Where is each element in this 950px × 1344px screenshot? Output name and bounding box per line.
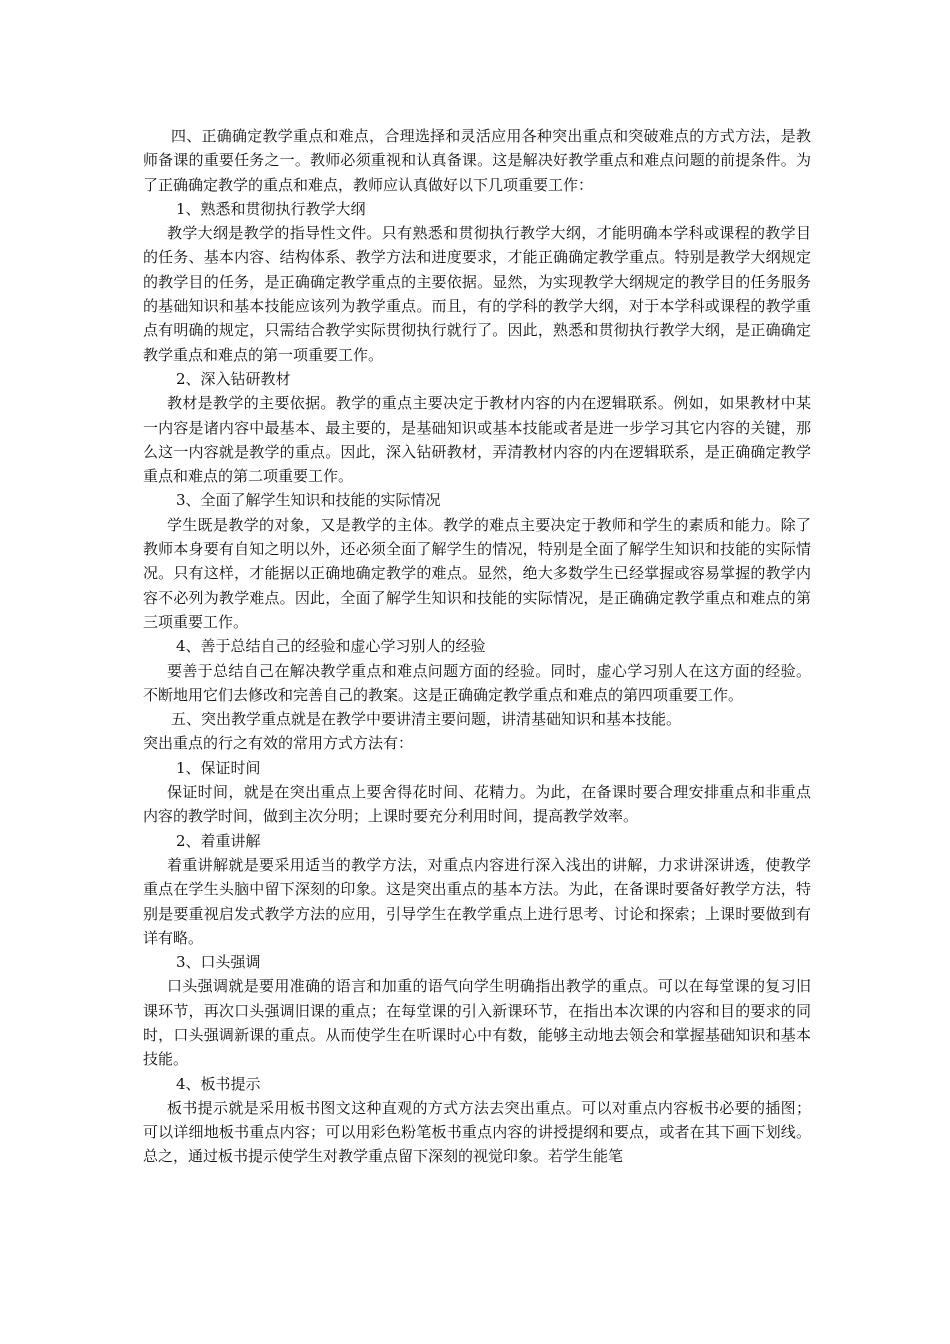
paragraph-5-1: 保证时间，就是在突出重点上要舍得花时间、花精力。为此，在备课时要合理安排重点和非重点内容的教学时间，做到主次分明；上课时要充分利用时间，提高教学效率。 <box>143 783 811 826</box>
paragraph-5-3: 口头强调就是要用准确的语言和加重的语气向学生明确指出教学的重点。可以在每堂课的复习旧课环节，再次口头强调旧课的重点；在每堂课的引入新课环节，在指出本次课的内容和目的要求的同时，口头强调新课的重点。从而使学生在听课时心中有数，能够主动地去领会和掌握基础知识和基本技能。 <box>143 977 811 1069</box>
methods-lead-in: 突出重点的行之有效的常用方式方法有： <box>143 734 414 753</box>
subheading-5-1: 1、保证时间 <box>176 758 261 777</box>
paragraph-4-1: 教学大纲是教学的指导性文件。只有熟悉和贯彻执行教学大纲，才能明确本学科或课程的教学目的任务、基本内容、结构体系、教学方法和进度要求，才能正确确定教学重点。特别是教学大纲规定的教学目的任务，是正确确定教学重点的主要依据。显然，为实现教学大纲规定的教学目的任务服务的基础知识和基本技能应该列为教学重点。而且，有的学科的教学大纲，对于本学科或课程的教学重点有明确的规定，只需结合教学实际贯彻执行就行了。因此，熟悉和贯彻执行教学大纲，是正确确定教学重点和难点的第一项重要工作。 <box>143 224 811 364</box>
section-4-intro: 四、正确确定教学重点和难点，合理选择和灵活应用各种突出重点和突破难点的方式方法，是教师备课的重要任务之一。教师必须重视和认真备课。这是解决好教学重点和难点问题的前提条件。为了正确确定教学的重点和难点，教师应认真做好以下几项重要工作： <box>143 127 811 194</box>
subheading-5-2: 2、着重讲解 <box>176 831 261 850</box>
document-body <box>143 124 811 1169</box>
paragraph-5-4: 板书提示就是采用板书图文这种直观的方式方法去突出重点。可以对重点内容板书必要的插图；可以详细地板书重点内容；可以用彩色粉笔板书重点内容的讲授提纲和要点，或者在其下画下划线。总之，通过板书提示使学生对教学重点留下深刻的视觉印象。若学生能笔 <box>143 1098 811 1166</box>
paragraph-4-4: 要善于总结自己在解决教学重点和难点问题方面的经验。同时，虚心学习别人在这方面的经验。不断地用它们去修改和完善自己的教案。这是正确确定教学重点和难点的第四项重要工作。 <box>143 661 811 704</box>
subheading-4-4: 4、善于总结自己的经验和虚心学习别人的经验 <box>176 637 486 656</box>
paragraph-4-2: 教材是教学的主要依据。教学的重点主要决定于教材内容的内在逻辑联系。例如，如果教材中某一内容是诸内容中最基本、最主要的，是基础知识或基本技能或者是进一步学习其它内容的关键，那么这一内容就是教学的重点。因此，深入钻研教材，弄清教材内容的内在逻辑联系，是正确确定教学重点和难点的第二项重要工作。 <box>143 394 811 486</box>
subheading-4-2: 2、深入钻研教材 <box>176 369 291 388</box>
paragraph-4-3: 学生既是教学的对象，又是教学的主体。教学的难点主要决定于教师和学生的素质和能力。除了教师本身要有自知之明以外，还必须全面了解学生的情况，特别是全面了解学生知识和技能的实际情况。只有这样，才能据以正确地确定教学的难点。显然，绝大多数学生已经掌握或容易掌握的教学内容不必列为教学难点。因此，全面了解学生知识和技能的实际情况，是正确确定教学重点和难点的第三项重要工作。 <box>143 515 811 631</box>
subheading-4-1: 1、熟悉和贯彻执行教学大纲 <box>176 199 366 218</box>
paragraph-5-2: 着重讲解就是要采用适当的教学方法，对重点内容进行深入浅出的讲解，力求讲深讲透，使教学重点在学生头脑中留下深刻的印象。这是突出重点的基本方法。为此，在备课时要备好教学方法，特别是要重视启发式教学方法的应用，引导学生在教学重点上进行思考、讨论和探索；上课时要做到有详有略。 <box>143 855 811 947</box>
subheading-4-3: 3、全面了解学生知识和技能的实际情况 <box>176 491 441 510</box>
subheading-5-3: 3、口头强调 <box>176 953 261 972</box>
section-5-intro: 五、突出教学重点就是在教学中要讲清主要问题，讲清基础知识和基本技能。 <box>171 710 682 729</box>
subheading-5-4: 4、板书提示 <box>176 1074 261 1093</box>
